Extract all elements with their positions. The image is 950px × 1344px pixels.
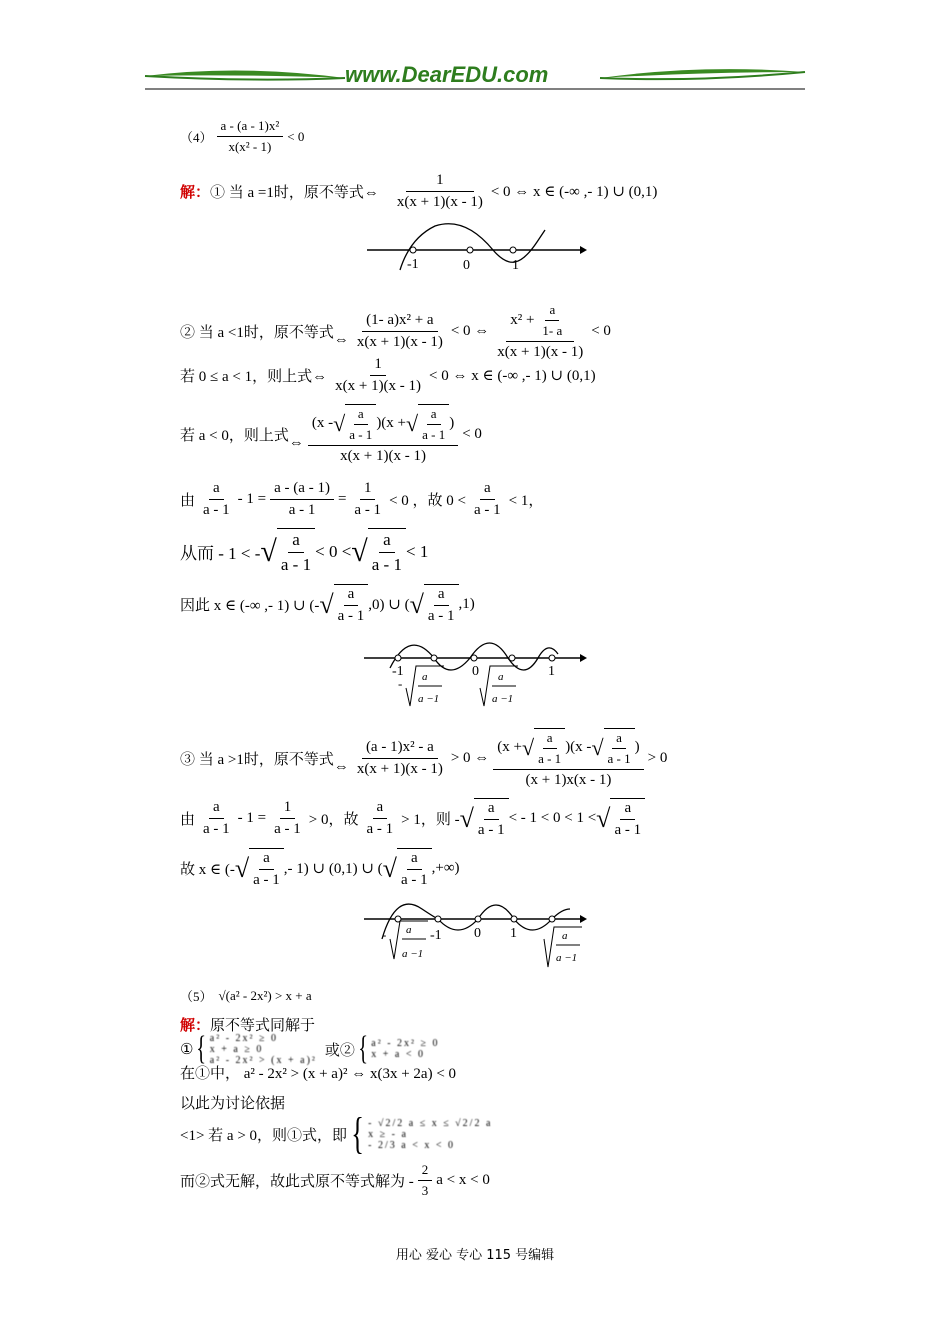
left-brace: { — [196, 1030, 207, 1067]
sqrt: √ $\frac{a}{a - 1}$ — [333, 404, 376, 443]
sqrt: √ $\frac{a}{a - 1}$ — [460, 798, 509, 839]
sign-graph-2 — [362, 630, 592, 712]
svg-text:-1: -1 — [407, 257, 419, 272]
case3-line: ③ 当 a >1时，原不等式 ⇔ $\frac{\text{(a - 1)x² - a}}{x(x + 1)(x - 1)}$ > 0 ⇔ (x + √ $\frac{a}{a - 1}$ )(x - √ $\frac{a}{a - 1}$ ) (x + 1)x(x - 1) > 0 — [180, 730, 668, 788]
fraction: $\frac{\text{a - (a - 1)x²}}{\text{x(x² - 1)}}$ — [217, 118, 284, 155]
svg-text:a −1: a −1 — [492, 693, 514, 705]
left-brace: { — [358, 1030, 368, 1067]
problem5-solution: 解： 原不等式同解于 — [180, 1014, 315, 1035]
sqrt: √ $\frac{a}{a - 1}$ — [406, 404, 449, 443]
hence-line: 因此 x ∈ (-∞ ,- 1) ∪ (- √ $\frac{a}{a - 1}$ ,0) ∪ ( √ $\frac{a}{a - 1}$ ,1) — [180, 586, 475, 624]
svg-text:-: - — [382, 927, 387, 942]
problem5-basis: 以此为讨论依据 — [180, 1096, 286, 1112]
sign-graph-3 — [362, 895, 592, 977]
svg-text:a: a — [406, 924, 412, 936]
problem5-options: ① { a² - 2x² ≥ 0 x + a ≥ 0 a² - 2x² > (x + a)² 或② { a² - 2x² ≥ 0 x + a < 0 — [180, 1030, 440, 1067]
svg-text:0: 0 — [463, 258, 470, 273]
by-line: 由 $\frac{a}{a - 1}$ - 1 = $\frac{a - (a - 1)}{a - 1}$ = $\frac{1}{a - 1}$ < 0 ，故 0 < $\frac{a}{a - 1}$ < 1， — [180, 480, 544, 518]
system-2: a² - 2x² ≥ 0 x + a < 0 — [371, 1038, 440, 1060]
header-logo — [140, 62, 810, 92]
sqrt: √ $\frac{a}{a - 1}$ — [235, 848, 284, 889]
fraction: $\frac{1}{a - 1}$ — [354, 480, 382, 518]
sqrt: √ $\frac{a}{a - 1}$ — [383, 848, 432, 889]
svg-text:a: a — [562, 930, 568, 942]
fraction: $\frac{a}{a - 1}$ — [473, 480, 501, 518]
problem-label: （5） — [180, 989, 213, 1004]
svg-text:a: a — [422, 671, 428, 683]
fraction: $\frac{a}{a - 1}$ — [203, 480, 230, 518]
fraction: $\frac{\text{(1- a)x² + a}}{x(x + 1)(x - 1)}$ — [356, 312, 443, 350]
problem5-in1: 在①中， a² - 2x² > (x + a)² ⇔ x(3x + 2a) < 0 — [180, 1066, 457, 1082]
problem5-statement: （5） √(a² - 2x²) > x + a — [180, 987, 312, 1004]
fraction: $\frac{a - (a - 1)}{a - 1}$ — [270, 480, 334, 519]
svg-text:0: 0 — [474, 926, 481, 941]
sqrt: √ $\frac{a}{a - 1}$ — [351, 528, 406, 575]
svg-text:a: a — [498, 671, 504, 683]
case2-line: ② 当 a <1时，原不等式 ⇔ $\frac{\text{(1- a)x² + a}}{x(x + 1)(x - 1)}$ < 0 ⇔ x² + $\frac{a}{1- a}$ x(x + 1)(x - 1) < 0 — [180, 302, 611, 360]
hence3-line: 故 x ∈ (- √ $\frac{a}{a - 1}$ ,- 1) ∪ (0,1) ∪ ( √ $\frac{a}{a - 1}$ ,+∞) — [180, 850, 460, 888]
solution-label: 解： — [180, 1018, 211, 1034]
problem5-case1: <1> 若 a > 0，则①式，即 { - √2/2 a ≤ x ≤ √2/2 a x ≥ - a - 2/3 a < x < 0 — [180, 1109, 493, 1158]
sub2-line: 若 a < 0，则上式 ⇔ (x - √ $\frac{a}{a - 1}$ )(x + √ $\frac{a}{a - 1}$ ) x(x + 1)(x - 1) < 0 — [180, 406, 482, 464]
sqrt: √ $\frac{a}{a - 1}$ — [522, 728, 565, 767]
fraction: $\frac{1}{a - 1}$ — [274, 799, 301, 837]
sqrt: √ $\frac{a}{a - 1}$ — [596, 798, 645, 839]
svg-text:1: 1 — [512, 258, 519, 273]
sqrt: √ $\frac{a}{a - 1}$ — [591, 728, 634, 767]
fraction: $\frac{a}{a - 1}$ — [366, 799, 394, 837]
svg-text:-1: -1 — [392, 664, 404, 679]
sqrt: √ $\frac{a}{a - 1}$ — [319, 584, 368, 625]
fraction: x² + $\frac{a}{1- a}$ x(x + 1)(x - 1) — [497, 302, 584, 360]
sqrt: √ $\frac{a}{a - 1}$ — [410, 584, 459, 625]
svg-text:-: - — [398, 676, 403, 691]
page-footer: 用心 爱心 专心 115 号编辑 — [395, 1248, 555, 1263]
fraction: (x + √ $\frac{a}{a - 1}$ )(x - √ $\frac{a}{a - 1}$ ) (x + 1)x(x - 1) — [493, 728, 643, 789]
left-brace: { — [351, 1109, 364, 1158]
solution-label: 解： — [180, 185, 211, 201]
fraction: $\frac{\text{(a - 1)x² - a}}{x(x + 1)(x - 1)}$ — [356, 739, 443, 777]
system-3: - √2/2 a ≤ x ≤ √2/2 a x ≥ - a - 2/3 a < x < 0 — [368, 1117, 493, 1151]
system-1: a² - 2x² ≥ 0 x + a ≥ 0 a² - 2x² > (x + a)² — [209, 1032, 317, 1066]
site-name: www.DearEDU.com — [345, 62, 549, 87]
svg-text:-1: -1 — [430, 928, 442, 943]
fraction: (x - √ $\frac{a}{a - 1}$ )(x + √ $\frac{a}{a - 1}$ ) x(x + 1)(x - 1) — [308, 404, 458, 465]
problem-label: （4） — [180, 130, 213, 145]
fraction: $\frac{a}{a - 1}$ — [203, 799, 230, 837]
problem5-conclusion: 而②式无解，故此式原不等式解为 - $\frac{2}{3}$ a < x < 0 — [180, 1162, 490, 1198]
fraction: $\frac{1}{x(x + 1)(x - 1)}$ — [396, 172, 483, 210]
svg-text:1: 1 — [510, 926, 517, 941]
svg-text:a −1: a −1 — [402, 948, 424, 960]
svg-text:a −1: a −1 — [556, 952, 578, 964]
by3-line: 由 $\frac{a}{a - 1}$ - 1 = $\frac{1}{a - 1}$ > 0，故 $\frac{a}{a - 1}$ > 1，则 - √ $\frac{a}{a - 1}$ < - 1 < 0 < 1 < √ $\frac{a}{a - 1}$ — [180, 798, 645, 839]
thus-line: 从而 - 1 < - √ $\frac{a}{a - 1}$ < 0 < √ $\frac{a}{a - 1}$ < 1 — [180, 530, 429, 574]
problem4-statement: （4） $\frac{\text{a - (a - 1)x²}}{\text{x(x² - 1)}}$ < 0 — [180, 118, 305, 154]
fraction: $\frac{2}{3}$ — [418, 1162, 433, 1199]
svg-text:0: 0 — [472, 664, 479, 679]
sqrt: √ $\frac{a}{a - 1}$ — [260, 528, 315, 575]
sign-graph-1 — [365, 218, 590, 278]
svg-text:a −1: a −1 — [418, 693, 440, 705]
case1-line: 解： ① 当 a =1时，原不等式⇔ $\frac{1}{x(x + 1)(x - 1)}$ < 0 ⇔ x ∈ (-∞ ,- 1) ∪ (0,1) — [180, 172, 658, 210]
sub1-line: 若 0 ≤ a < 1，则上式⇔ $\frac{1}{x(x + 1)(x - 1)}$ < 0 ⇔ x ∈ (-∞ ,- 1) ∪ (0,1) — [180, 356, 596, 394]
fraction: $\frac{1}{x(x + 1)(x - 1)}$ — [335, 356, 422, 394]
svg-text:1: 1 — [548, 664, 555, 679]
